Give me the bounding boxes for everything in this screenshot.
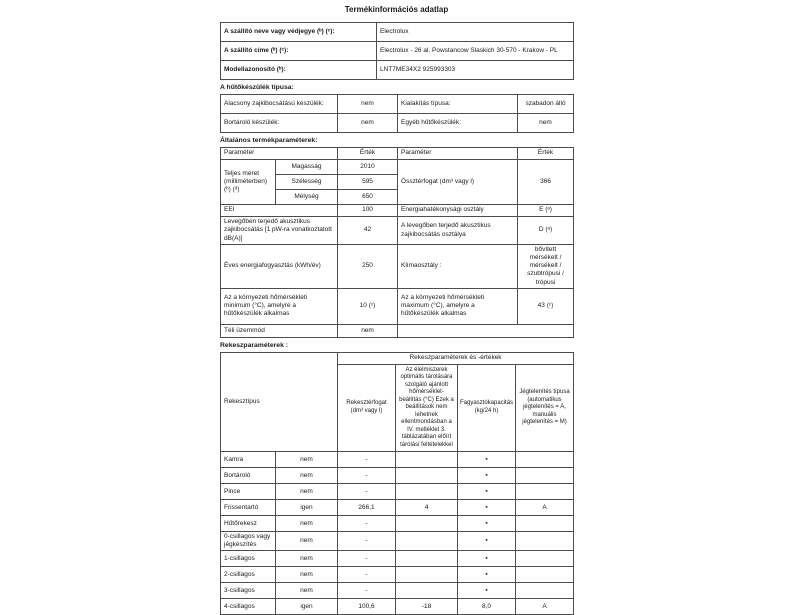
compartment-temp (396, 551, 458, 567)
table-row (221, 567, 574, 583)
compartment-volume: - (338, 452, 396, 468)
compartment-temp (396, 567, 458, 583)
table-row (221, 500, 574, 516)
compartment-freeze: ▪ (458, 468, 516, 484)
dimensions-label: Teljes méret (milliméterben) (ᵇ) (ᵈ) (221, 160, 276, 205)
compartment-freeze: ▪ (458, 500, 516, 516)
max-ambient-temp-label: Az a környezeti hőmérsékleti maximum (°C), amelyre a hűtőkészülék alkalmas (398, 288, 518, 324)
min-ambient-temp-value: 10 (ᶜ) (338, 288, 398, 324)
min-ambient-temp-label: Az a környezeti hőmérsékleti minimum (°C), amelyre a hűtőkészülék alkalmas (221, 288, 338, 324)
noise-class-value: D (ᵃ) (518, 217, 574, 245)
wine-storage-value: nem (338, 114, 398, 133)
climate-class-label: Klímaosztály : (398, 245, 518, 289)
param-header-right: Paraméter (398, 148, 518, 160)
compartment-defrost (516, 516, 574, 532)
design-type-label: Kialakítás típusa: (398, 95, 518, 114)
compartment-freeze: ▪ (458, 551, 516, 567)
model-id-label: Modellazonosító (ᵇ): (221, 61, 377, 80)
depth-value: 650 (338, 190, 398, 205)
table-row (221, 532, 574, 551)
freezing-capacity-header: Fagyasztókapacitás (kg/24 h) (458, 364, 516, 452)
table-row (221, 217, 574, 245)
compartment-volume: - (338, 567, 396, 583)
depth-label: Mélység (276, 190, 338, 205)
compartment-present: nem (276, 532, 338, 551)
section-heading-general-params: Általános termékparaméterek: (220, 137, 318, 144)
compartment-defrost (516, 452, 574, 468)
compartment-temp (396, 468, 458, 484)
total-volume-label: Össztérfogat (dm³ vagy l) (398, 160, 518, 205)
compartment-defrost (516, 583, 574, 599)
compartment-present: nem (276, 583, 338, 599)
other-appliance-label: Egyéb hűtőkészülék: (398, 114, 518, 133)
energy-class-value: E (ᵃ) (518, 205, 574, 217)
compartment-volume: 266,1 (338, 500, 396, 516)
table-row (221, 23, 574, 42)
eei-value: 100 (338, 205, 398, 217)
table-row (221, 205, 574, 217)
table-row (221, 324, 574, 337)
compartment-name: Hűtőrekesz (221, 516, 276, 532)
compartment-volume: - (338, 468, 396, 484)
max-ambient-temp-value: 43 (ᶜ) (518, 288, 574, 324)
compartment-temp (396, 532, 458, 551)
low-noise-value: nem (338, 95, 398, 114)
annual-energy-value: 250 (338, 245, 398, 289)
design-type-value: szabadon álló (518, 95, 574, 114)
compartment-defrost: A (516, 500, 574, 516)
compartment-volume: - (338, 551, 396, 567)
compartment-temp (396, 516, 458, 532)
compartment-present: igen (276, 599, 338, 615)
table-row (221, 95, 574, 114)
wine-storage-label: Bortároló készülék: (221, 114, 338, 133)
energy-class-label: Energiahatékonysági osztály (398, 205, 518, 217)
table-row (221, 516, 574, 532)
compartment-name: 1-csillagos (221, 551, 276, 567)
compartment-defrost (516, 551, 574, 567)
compartment-name: 0-csillagos vagy jégkészítés (221, 532, 276, 551)
compartment-values-header: Rekeszparaméterek és -értékek (338, 352, 574, 364)
empty-cell (398, 324, 574, 337)
table-row (221, 288, 574, 324)
height-value: 2010 (338, 160, 398, 175)
compartment-freeze: ▪ (458, 484, 516, 500)
table-row (221, 61, 574, 80)
compartment-temp-header: Az élelmiszerek optimális tárolására szolgáló ajánlott hőmérséklet-beállítás (°C) Ezek a beállítások nem lehetnek ellentmondásban a IV. melléklet 3. táblázatában előírt tárolási feltételekkel (396, 364, 458, 452)
supplier-info-table (220, 22, 574, 80)
compartment-name: 2-csillagos (221, 567, 276, 583)
table-row (221, 452, 574, 468)
width-value: 595 (338, 175, 398, 190)
compartment-volume: 100,6 (338, 599, 396, 615)
climate-class-value: bővített mérsékelt / mérsékelt / szubtrópusi / trópusi (518, 245, 574, 289)
compartment-temp: 4 (396, 500, 458, 516)
compartment-present: igen (276, 500, 338, 516)
table-row (221, 245, 574, 289)
value-header-left: Érték (338, 148, 398, 160)
model-id-value: LNT7ME34X2 925993303 (377, 61, 574, 80)
table-row (221, 160, 574, 175)
eei-label: EEI (221, 205, 338, 217)
table-row (221, 484, 574, 500)
compartment-volume: - (338, 484, 396, 500)
table-row (221, 42, 574, 61)
compartment-params-table (220, 352, 574, 615)
table-row (221, 114, 574, 133)
height-label: Magasság (276, 160, 338, 175)
table-row (221, 583, 574, 599)
supplier-address-label: A szállító címe (ᵇ) (ᶜ): (221, 42, 377, 61)
compartment-volume: - (338, 532, 396, 551)
compartment-present: nem (276, 484, 338, 500)
compartment-freeze: 8,0 (458, 599, 516, 615)
supplier-address-value: Electrolux - 26 al. Powstancow Slaskich 30-570 - Krakow - PL (377, 42, 574, 61)
table-header-row (221, 148, 574, 160)
table-header-row (221, 352, 574, 364)
datasheet-page (220, 0, 573, 615)
compartment-present: nem (276, 452, 338, 468)
appliance-type-table (220, 94, 574, 133)
compartment-volume: - (338, 516, 396, 532)
compartment-present: nem (276, 567, 338, 583)
table-row (221, 468, 574, 484)
compartment-defrost: A (516, 599, 574, 615)
page-title: Termékinformációs adatlap (344, 5, 449, 14)
winter-mode-value: nem (338, 324, 398, 337)
compartment-name: 4-csillagos (221, 599, 276, 615)
annual-energy-label: Éves energiafogyasztás (kWh/év) (221, 245, 338, 289)
section-heading-compartment-params: Rekeszparaméterek : (220, 341, 289, 349)
supplier-name-label: A szállító neve vagy védjegye (ᵇ) (ᶜ): (221, 23, 377, 42)
width-label: Szélesség (276, 175, 338, 190)
total-volume-value: 366 (518, 160, 574, 205)
compartment-name: Kamra (221, 452, 276, 468)
compartment-volume-header: Rekesztérfogat (dm³ vagy l) (338, 364, 396, 452)
compartment-defrost (516, 484, 574, 500)
compartment-temp (396, 452, 458, 468)
defrost-type-header: Jégtelenítés típusa (automatikus jégtelenítés = A, manuális jégtelenítés = M) (516, 364, 574, 452)
noise-class-label: A levegőben terjedő akusztikus zajkibocsátás osztálya (398, 217, 518, 245)
noise-emission-value: 42 (338, 217, 398, 245)
compartment-name: Frissentartó (221, 500, 276, 516)
compartment-freeze: ▪ (458, 583, 516, 599)
compartment-name: Pince (221, 484, 276, 500)
table-row (221, 599, 574, 615)
compartment-defrost (516, 532, 574, 551)
low-noise-label: Alacsony zajkibocsátású készülék: (221, 95, 338, 114)
compartment-defrost (516, 567, 574, 583)
compartment-volume: - (338, 583, 396, 599)
other-appliance-value: nem (518, 114, 574, 133)
compartment-temp (396, 484, 458, 500)
compartment-freeze: ▪ (458, 532, 516, 551)
compartment-temp (396, 583, 458, 599)
compartment-freeze: ▪ (458, 567, 516, 583)
param-header-left: Paraméter (221, 148, 338, 160)
compartment-type-header: Rekesztípus (221, 352, 338, 452)
compartment-present: nem (276, 551, 338, 567)
compartment-freeze: ▪ (458, 452, 516, 468)
compartment-name: 3-csillagos (221, 583, 276, 599)
table-row (221, 551, 574, 567)
compartment-freeze: ▪ (458, 516, 516, 532)
value-header-right: Érték (518, 148, 574, 160)
compartment-temp: -18 (396, 599, 458, 615)
section-heading-appliance-type: A hűtőkészülék típusa: (220, 84, 294, 91)
winter-mode-label: Téli üzemmód (221, 324, 338, 337)
noise-emission-label: Levegőben terjedő akusztikus zajkibocsátás [1 pW-ra vonatkoztatott dB(A)] (221, 217, 338, 245)
compartment-present: nem (276, 516, 338, 532)
general-params-table (220, 147, 574, 338)
compartment-present: nem (276, 468, 338, 484)
compartment-name: Bortároló (221, 468, 276, 484)
compartment-defrost (516, 468, 574, 484)
supplier-name-value: Electrolux (377, 23, 574, 42)
